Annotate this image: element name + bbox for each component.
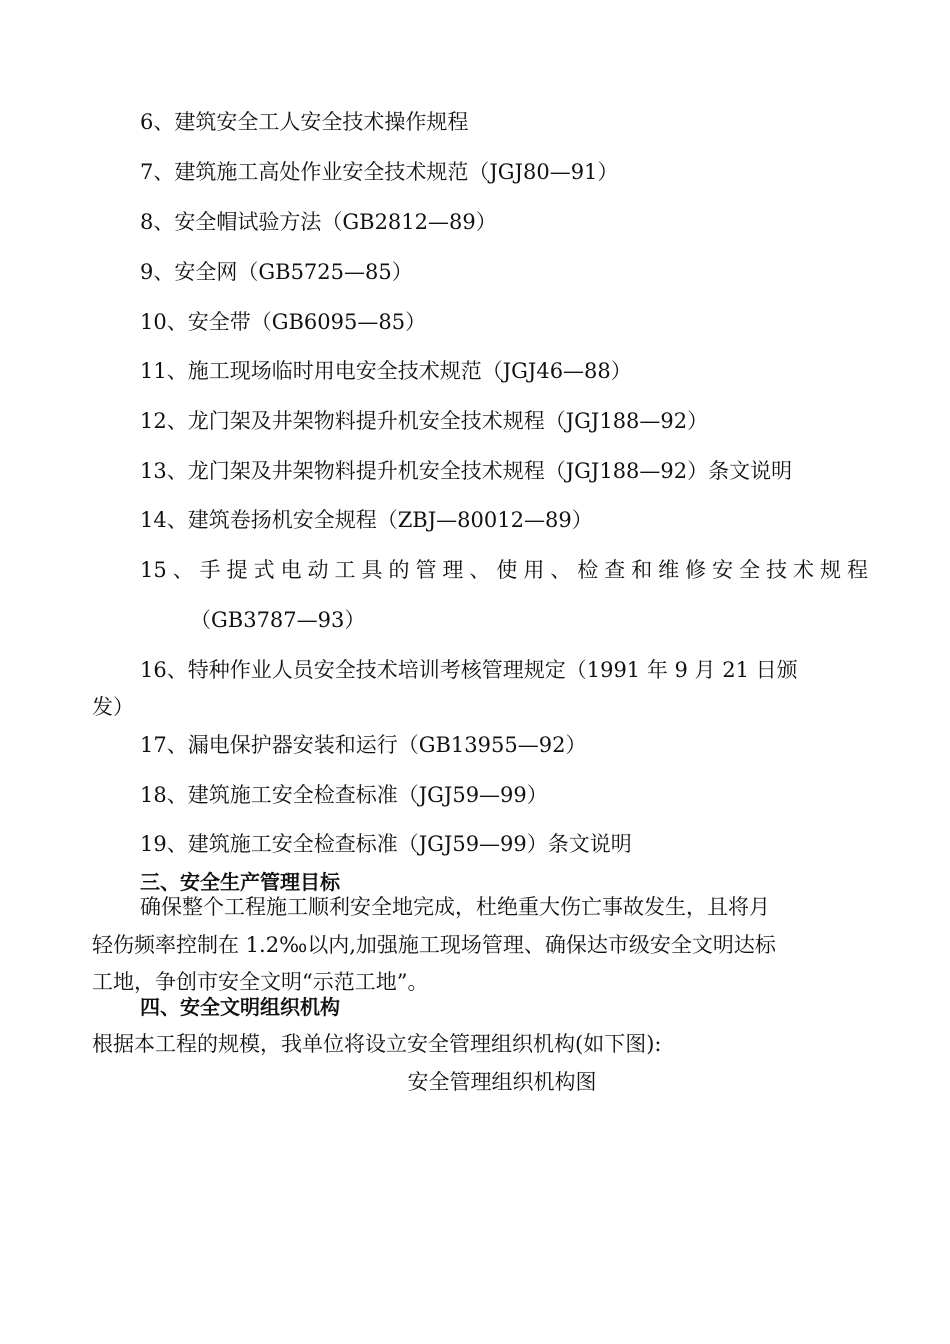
figure-title: 安全管理组织机构图 bbox=[407, 1070, 597, 1094]
section-3-paragraph-line2: 轻伤频率控制在 1.2‰以内,加强施工现场管理、确保达市级安全文明达标 bbox=[92, 933, 776, 957]
reference-item-6: 6、建筑安全工人安全技术操作规程 bbox=[140, 110, 469, 134]
section-3-heading: 三、安全生产管理目标 bbox=[140, 870, 340, 894]
reference-item-17: 17、漏电保护器安装和运行（GB13955—92） bbox=[140, 733, 587, 757]
reference-item-12: 12、龙门架及井架物料提升机安全技术规程（JGJ188—92） bbox=[140, 409, 709, 433]
section-4-intro: 根据本工程的规模，我单位将设立安全管理组织机构(如下图): bbox=[92, 1032, 662, 1056]
reference-item-10: 10、安全带（GB6095—85） bbox=[140, 310, 427, 334]
reference-item-19: 19、建筑施工安全检查标准（JGJ59—99）条文说明 bbox=[140, 832, 632, 856]
reference-item-13: 13、龙门架及井架物料提升机安全技术规程（JGJ188—92）条文说明 bbox=[140, 459, 793, 483]
reference-item-11: 11、施工现场临时用电安全技术规范（JGJ46—88） bbox=[140, 359, 632, 383]
section-3-paragraph-line1: 确保整个工程施工顺利安全地完成，杜绝重大伤亡事故发生，且将月 bbox=[140, 895, 770, 919]
reference-item-14: 14、建筑卷扬机安全规程（ZBJ—80012—89） bbox=[140, 508, 593, 532]
section-3-paragraph-line3: 工地，争创市安全文明“示范工地”。 bbox=[92, 970, 429, 994]
reference-item-15-line1: 15、手提式电动工具的管理、使用、检查和维修安全技术规程 bbox=[140, 558, 868, 582]
reference-item-16-line2: 发） bbox=[92, 695, 134, 719]
section-4-heading: 四、安全文明组织机构 bbox=[140, 995, 340, 1019]
reference-item-16-line1: 16、特种作业人员安全技术培训考核管理规定（1991 年 9 月 21 日颁 bbox=[140, 658, 798, 682]
reference-item-15-line2: （GB3787—93） bbox=[190, 608, 366, 632]
reference-item-8: 8、安全帽试验方法（GB2812—89） bbox=[140, 210, 497, 234]
reference-item-18: 18、建筑施工安全检查标准（JGJ59—99） bbox=[140, 783, 548, 807]
reference-item-9: 9、安全网（GB5725—85） bbox=[140, 260, 413, 284]
reference-item-7: 7、建筑施工高处作业安全技术规范（JGJ80—91） bbox=[140, 160, 619, 184]
